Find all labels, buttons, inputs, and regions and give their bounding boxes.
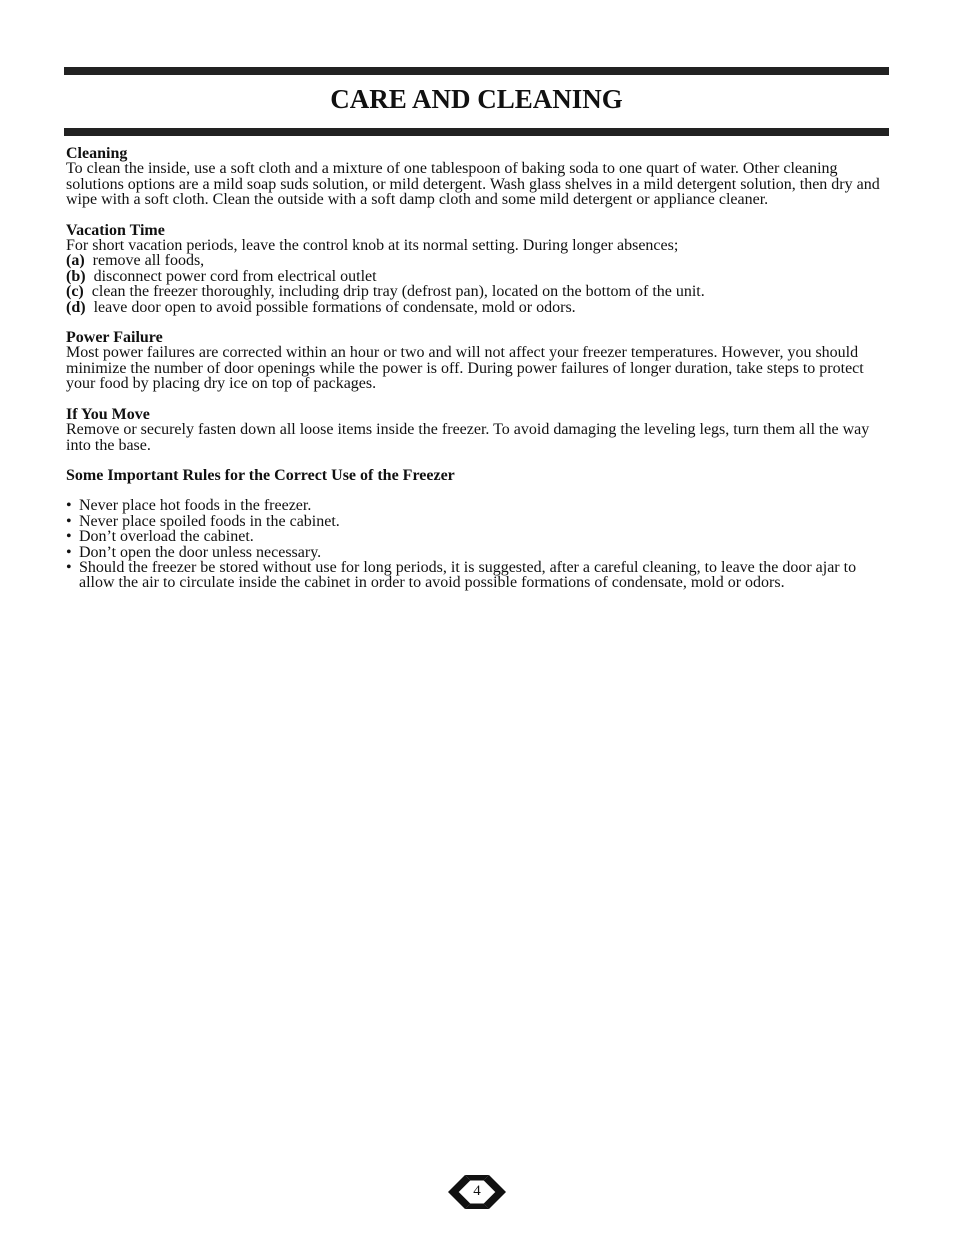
item-text: leave door open to avoid possible formations of condensate, mold or odors. <box>93 298 576 316</box>
item-text: disconnect power cord from electrical outlet <box>93 267 377 285</box>
list-item <box>66 498 889 513</box>
page-number: 4 <box>473 1183 481 1199</box>
vacation-item <box>66 284 889 299</box>
bullet-icon: • <box>66 512 72 530</box>
section-heading-cleaning: Cleaning <box>66 145 128 162</box>
section-heading-move: If You Move <box>66 405 150 423</box>
vacation-paragraph: For short vacation periods, leave the control knob at its normal setting. During longer absences; <box>66 237 679 255</box>
section-heading-power-failure: Power Failure <box>66 329 163 347</box>
section-heading-vacation: Vacation Time <box>66 221 165 239</box>
list-item-text: Should the freezer be stored without use for long periods, it is suggested, after a careful cleaning, to leave the door ajar to allow the air to circulate inside the cabinet in order to avoid possible formations of condensate, mold or odors. <box>79 558 857 592</box>
item-marker: (d) <box>66 298 86 316</box>
list-item <box>66 529 889 544</box>
cleaning-section <box>66 146 889 208</box>
item-text: clean the freezer thoroughly, including drip tray (defrost pan), located on the bottom of the unit. <box>91 283 705 301</box>
bullet-icon: • <box>66 558 72 576</box>
list-item-text: Don’t overload the cabinet. <box>79 528 254 546</box>
page-number-badge <box>446 1173 508 1211</box>
list-item <box>66 545 889 560</box>
rules-heading: Some Important Rules for the Correct Use of the Freezer <box>66 466 455 484</box>
vacation-item <box>66 300 889 315</box>
bullet-icon: • <box>66 497 72 515</box>
top-rule <box>64 67 889 75</box>
item-marker: (b) <box>66 267 86 285</box>
list-item-text: Don’t open the door unless necessary. <box>79 543 322 561</box>
list-item-text: Never place spoiled foods in the cabinet. <box>79 512 340 530</box>
page-title: CARE AND CLEANING <box>330 84 623 114</box>
list-item-text: Never place hot foods in the freezer. <box>79 497 312 515</box>
rules-list <box>66 498 889 590</box>
main-content <box>66 146 889 591</box>
power-failure-section <box>66 330 889 392</box>
bullet-icon: • <box>66 528 72 546</box>
list-item <box>66 514 889 529</box>
vacation-section <box>66 223 889 315</box>
power-failure-paragraph: Most power failures are corrected within an hour or two and will not affect your freezer temperatures. However, you should minimize the number of door openings while the power is off. During power failures of longer duration, take steps to protect your food by placing dry ice on top of packages. <box>66 344 864 393</box>
item-marker: (a) <box>66 252 85 270</box>
move-paragraph: Remove or securely fasten down all loose items inside the freezer. To avoid damaging the leveling legs, turn them all the way into the base. <box>66 421 870 454</box>
vacation-item <box>66 269 889 284</box>
item-marker: (c) <box>66 283 84 301</box>
item-text: remove all foods, <box>92 252 205 270</box>
list-item <box>66 560 889 591</box>
vacation-item <box>66 253 889 268</box>
cleaning-paragraph: To clean the inside, use a soft cloth and a mixture of one tablespoon of baking soda to one quart of water. Other cleaning solutions options are a mild soap suds solution, or mild detergent. Wash glass shelves in a mild detergent solution, then dry and wipe with a soft cloth. Clean the outside with a soft damp cloth and some mild detergent or appliance cleaner. <box>66 160 880 209</box>
bullet-icon: • <box>66 543 72 561</box>
bottom-rule <box>64 128 889 136</box>
move-section <box>66 407 889 453</box>
